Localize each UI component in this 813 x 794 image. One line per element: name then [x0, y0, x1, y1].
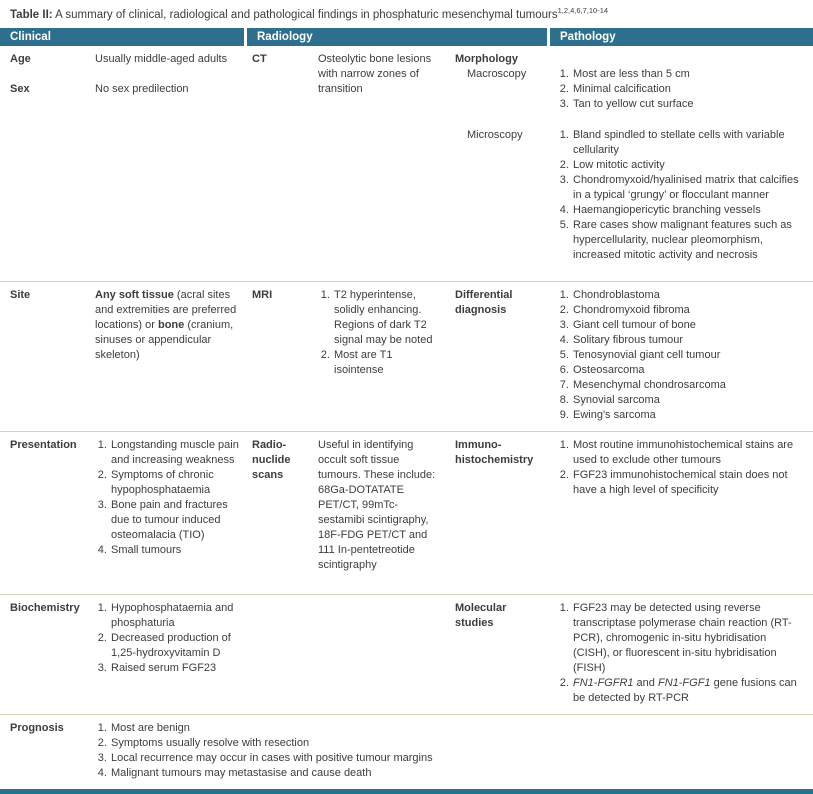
immunohistochemistry-list: [557, 438, 803, 498]
list-item: 6. Osteosarcoma: [572, 363, 803, 378]
biochemistry-label: Biochemistry: [10, 602, 80, 614]
clinical-cell: [95, 52, 252, 273]
list-item: 2. Decreased production of 1,25-hydroxyvitamin D: [110, 631, 240, 661]
presentation-cell: [95, 438, 252, 586]
gene-name: FN1-FGFR1: [573, 677, 634, 689]
citation-superscript: 1,2,4,6,7,10-14: [557, 6, 609, 16]
morphology-label: Morphology: [455, 53, 518, 65]
immunohistochemistry-label: Immuno-histochemistry: [455, 439, 534, 466]
list-item: 1. Bland spindled to stellate cells with variable cellularity: [572, 128, 803, 158]
table-caption-text: A summary of clinical, radiological and pathological findings in phosphaturic mesenchymal tumours: [52, 9, 558, 21]
list-item: 2. Symptoms of chronic hypophosphataemia: [110, 468, 240, 498]
radionuclide-label: Radio-nuclide scans: [252, 439, 291, 481]
ct-label: CT: [252, 53, 267, 65]
list-item: 1. FGF23 may be detected using reverse transcriptase polymerase chain reaction (RT-PCR), chromogenic in-situ hybridisation (CISH), or fluorescent in-situ hybridisation (FISH): [572, 601, 803, 676]
presentation-list: [95, 438, 240, 558]
pathology-cell: [455, 438, 803, 586]
biochemistry-cell: [95, 601, 252, 706]
gene-name: FN1-FGF1: [657, 677, 711, 689]
site-label: Site: [10, 289, 31, 301]
list-item: 4. Solitary fibrous tumour: [572, 333, 803, 348]
differential-content: [557, 288, 803, 423]
list-item: 3. Chondromyxoid/hyalinised matrix that calcifies in a typical ‘grungy’ or flocculant manner: [572, 173, 803, 203]
macroscopy-label: Macroscopy: [467, 68, 527, 80]
list-item: 3. Raised serum FGF23: [110, 661, 240, 676]
table-row-presentation: [0, 432, 813, 595]
ct-text: Osteolytic bone lesions with narrow zones of transition: [318, 53, 432, 95]
table-header-row: [0, 28, 813, 46]
list-item: 2. Chondromyxoid fibroma: [572, 303, 803, 318]
list-item: 3. Local recurrence may occur in cases with positive tumour margins: [110, 751, 803, 766]
list-item: 1. Most are benign: [110, 721, 803, 736]
list-item: 3. Giant cell tumour of bone: [572, 318, 803, 333]
microscopy-label-column: [455, 128, 557, 263]
list-item: 7. Mesenchymal chondrosarcoma: [572, 378, 803, 393]
prognosis-label: Prognosis: [10, 722, 64, 734]
molecular-studies-label: Molecular studies: [455, 602, 507, 629]
pathology-cell: [455, 288, 803, 423]
list-item: 1. T2 hyperintense, solidly enhancing. Regions of dark T2 signal may be noted: [333, 288, 443, 348]
list-item: 2. Low mitotic activity: [572, 158, 803, 173]
site-bold-soft-tissue: Any soft tissue: [95, 289, 174, 301]
macroscopy-list: [557, 67, 803, 112]
list-item: 3. Bone pain and fractures due to tumour induced osteomalacia (TIO): [110, 498, 240, 543]
differential-list: [557, 288, 803, 423]
table-row-biochemistry: [0, 595, 813, 715]
radionuclide-text: Useful in identifying occult soft tissue tumours. These include: 68Ga-DOTATATE PET/CT, 99mTc-sestamibi scintigraphy, 18F-FDG PET/CT and 111 In-pentetreotide scintigraphy: [318, 439, 436, 571]
list-item: 4. Small tumours: [110, 543, 240, 558]
list-item: 2. Symptoms usually resolve with resection: [110, 736, 803, 751]
morphology-label-column: [455, 52, 557, 112]
pathology-cell: [455, 601, 803, 706]
table-caption: [0, 0, 813, 28]
empty-radiology-label: [252, 601, 318, 706]
list-item: 2. Minimal calcification: [572, 82, 803, 97]
immunohistochemistry-content: [557, 438, 803, 498]
list-item: 1. Longstanding muscle pain and increasing weakness: [110, 438, 240, 468]
age-text: Usually middle-aged adults: [95, 53, 228, 65]
list-item: 2. Most are T1 isointense: [333, 348, 443, 378]
header-clinical: Clinical: [0, 28, 244, 46]
molecular-end: gene fusions can be detected by RT-PCR: [573, 677, 797, 704]
table-number: Table II:: [10, 9, 53, 21]
molecular-mid: and: [633, 677, 658, 689]
list-item: 4. Haemangiopericytic branching vessels: [572, 203, 803, 218]
list-item: 2. FGF23 immunohistochemical stain does not have a high level of specificity: [572, 468, 803, 498]
site-text-end: (cranium, sinuses or appendicular skeleton): [95, 319, 234, 361]
site-bold-bone: bone: [157, 319, 185, 331]
age-label: Age: [10, 53, 31, 65]
header-pathology: Pathology: [550, 28, 813, 46]
differential-diagnosis-label: Differential diagnosis: [455, 289, 513, 316]
list-item: [572, 676, 803, 706]
presentation-label: Presentation: [10, 439, 77, 451]
pathology-cell: [455, 52, 803, 273]
macroscopy-block: [455, 52, 803, 112]
sex-text: No sex predilection: [95, 83, 189, 95]
prognosis-list: [95, 721, 803, 781]
list-item: 5. Tenosynovial giant cell tumour: [572, 348, 803, 363]
macroscopy-content: [557, 52, 803, 112]
list-item: 9. Ewing's sarcoma: [572, 408, 803, 423]
list-item: 1. Hypophosphataemia and phosphaturia: [110, 601, 240, 631]
table-bottom-rule: [0, 789, 813, 794]
header-radiology: Radiology: [247, 28, 547, 46]
molecular-list: [557, 601, 803, 706]
differential-block: [455, 288, 803, 423]
microscopy-content: [557, 128, 803, 263]
list-item: 3. Tan to yellow cut surface: [572, 97, 803, 112]
molecular-block: [455, 601, 803, 706]
list-item: 8. Synovial sarcoma: [572, 393, 803, 408]
biochemistry-list: [95, 601, 240, 676]
list-item: 5. Rare cases show malignant features such as hypercellularity, nuclear pleomorphism, increased mitotic activity and necrosis: [572, 218, 803, 263]
list-item: 1. Most routine immunohistochemical stains are used to exclude other tumours: [572, 438, 803, 468]
table-row-prognosis: [0, 715, 813, 789]
mri-label: MRI: [252, 289, 273, 301]
mri-list: [318, 288, 443, 378]
sex-label: Sex: [10, 83, 30, 95]
microscopy-list: [557, 128, 803, 263]
site-text: [95, 288, 252, 423]
mri-cell: [318, 288, 455, 423]
microscopy-block: [455, 128, 803, 263]
empty-radiology-cell: [318, 601, 455, 706]
list-item: 1. Most are less than 5 cm: [572, 67, 803, 82]
prognosis-cell: [95, 721, 803, 781]
list-item: 1. Chondroblastoma: [572, 288, 803, 303]
microscopy-label: Microscopy: [467, 129, 523, 141]
row-label-column: [10, 52, 95, 273]
table-row-site: [0, 282, 813, 432]
list-item: 4. Malignant tumours may metastasise and cause death: [110, 766, 803, 781]
site-text-mid: (acral sites and extremities are preferred locations) or: [95, 289, 237, 331]
molecular-content: [557, 601, 803, 706]
table-row-demographics: [0, 46, 813, 282]
immunohistochemistry-block: [455, 438, 803, 498]
